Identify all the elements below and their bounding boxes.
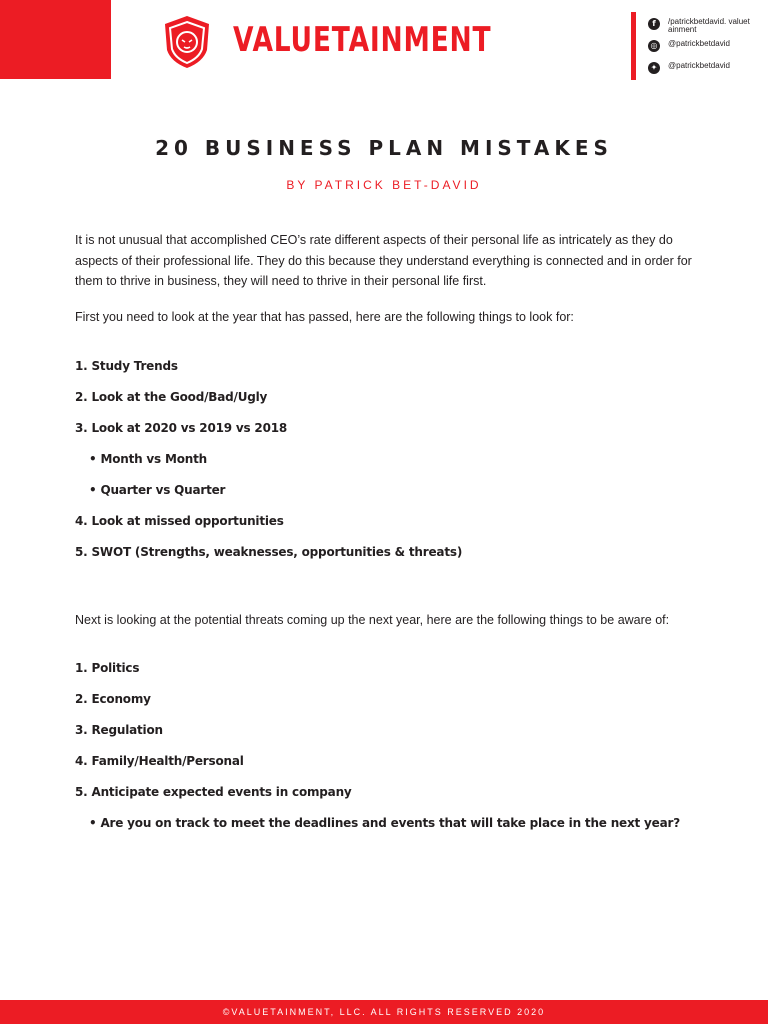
sub-list-item: • Quarter vs Quarter	[89, 483, 226, 497]
list-item: 3. Look at 2020 vs 2019 vs 2018	[75, 421, 288, 435]
list-item: 5. Anticipate expected events in company	[75, 785, 352, 799]
list-item: 4. Look at missed opportunities	[75, 514, 284, 528]
threats-list	[75, 661, 680, 847]
social-twitter[interactable]	[648, 62, 750, 74]
brand-logo[interactable]	[111, 0, 492, 79]
social-divider	[631, 12, 636, 80]
sub-list-item: • Month vs Month	[89, 452, 207, 466]
list-item: 5. SWOT (Strengths, weaknesses, opportunities & threats)	[75, 545, 463, 559]
list-item: 4. Family/Health/Personal	[75, 754, 244, 768]
document-title: 20 BUSINESS PLAN MISTAKES	[155, 136, 613, 160]
instagram-handle: @patrickbetdavid	[668, 39, 730, 48]
lookback-lead-paragraph: First you need to look at the year that has passed, here are the following things to look for:	[75, 310, 574, 324]
list-item: 3. Regulation	[75, 723, 163, 737]
facebook-icon: f	[648, 18, 660, 30]
threats-lead-paragraph: Next is looking at the potential threats coming up the next year, here are the following things to be aware of:	[75, 613, 670, 627]
social-facebook[interactable]	[648, 18, 750, 34]
lion-shield-icon	[161, 14, 213, 70]
author-byline: BY PATRICK BET-DAVID	[286, 178, 482, 192]
social-instagram[interactable]	[648, 40, 750, 52]
list-item: 2. Economy	[75, 692, 151, 706]
sub-list-item: • Are you on track to meet the deadlines and events that will take place in the next year?	[89, 816, 680, 830]
twitter-handle: @patrickbetdavid	[668, 61, 730, 70]
list-item: 2. Look at the Good/Bad/Ugly	[75, 390, 268, 404]
list-item: 1. Study Trends	[75, 359, 178, 373]
facebook-handle: /patrickbetdavid. valuetainment	[668, 17, 750, 34]
intro-paragraph: It is not unusual that accomplished CEO’s rate different aspects of their personal life as intricately as they do aspects of their professional life. They do this because they understand everything is connected and in order for them to thrive in business, they will need to thrive in their personal life first.	[75, 233, 692, 288]
brand-name: VALUETAINMENT	[233, 20, 492, 60]
footer-copyright: ©VALUETAINMENT, LLC. ALL RIGHTS RESERVED 2020	[0, 1000, 768, 1024]
instagram-icon: ◎	[648, 40, 660, 52]
twitter-icon: ✦	[648, 62, 660, 74]
header-red-bar	[0, 0, 111, 79]
lookback-list	[75, 359, 462, 576]
list-item: 1. Politics	[75, 661, 140, 675]
